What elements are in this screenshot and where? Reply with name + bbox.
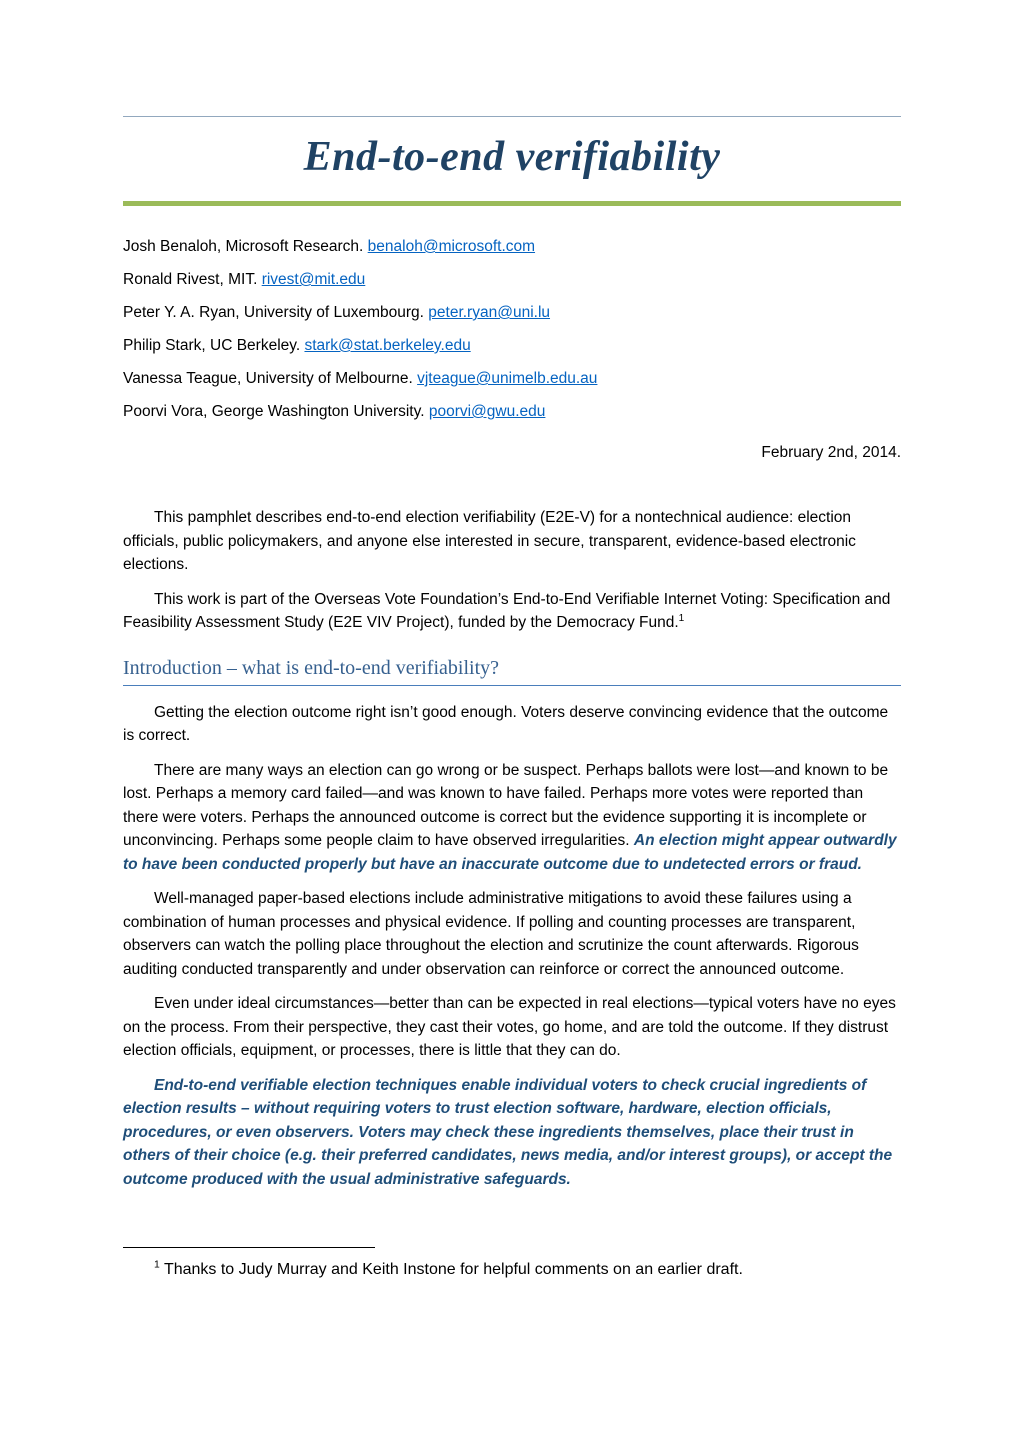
paragraph-intro-1: This pamphlet describes end-to-end election verifiability (E2E-V) for a nontechnical audience: election officials, public policymakers, and anyone else interested in secure, transparent, evidence-based electronic elections. — [123, 509, 856, 573]
paragraph-3: Well-managed paper-based elections include administrative mitigations to avoid these failures using a combination of human processes and physical evidence. If polling and counting processes are transparent, observers can watch the polling place throughout the election and scrutinize the count afterwards. Rigorous auditing conducted transparently and under observation can reinforce or correct the announced outcome. — [123, 890, 859, 978]
author-email-link[interactable]: poorvi@gwu.edu — [428, 403, 546, 420]
document-date: February 2nd, 2014. — [761, 444, 901, 461]
author-list — [123, 236, 901, 422]
author-email-link[interactable]: benaloh@microsoft.com — [367, 238, 536, 255]
author-line — [123, 236, 901, 257]
paragraph-5-emphasis: End-to-end verifiable election techniques enable individual voters to check crucial ingredients of election results – without requiring voters to trust election software, hardware, election officials, procedures, or even observers. Voters may check these ingredients themselves, place their trust in others of their choice (e.g. their preferred candidates, news media, and/or interest groups), or accept the outcome produced with the usual administrative safeguards. — [123, 1076, 893, 1188]
author-email-link[interactable]: rivest@mit.edu — [261, 271, 366, 288]
footnote-text: Thanks to Judy Murray and Keith Instone for helpful comments on an earlier draft. — [159, 1261, 743, 1278]
paragraph-2-text: There are many ways an election can go wrong or be suspect. Perhaps ballots were lost—and known to be lost. Perhaps a memory card failed—and was known to have failed. Perhaps more votes were reported than there were voters. Perhaps the announced outcome is correct but the evidence supporting it is incomplete or unconvincing. Perhaps some people claim to have observed irregularities. — [123, 761, 889, 849]
author-name: Vanessa Teague, University of Melbourne. — [123, 370, 418, 387]
author-email-link[interactable]: stark@stat.berkeley.edu — [304, 337, 471, 354]
author-name: Philip Stark, UC Berkeley. — [123, 337, 305, 354]
emphasis-text: An election might appear outwardly to have been conducted properly but have an inaccurate outcome due to undetected errors or fraud. — [123, 832, 897, 873]
author-line — [123, 269, 901, 290]
author-email-link[interactable]: vjteague@unimelb.edu.au — [417, 370, 598, 387]
author-line — [123, 335, 901, 356]
footnote-reference: 1 — [678, 612, 685, 624]
author-name: Poorvi Vora, George Washington University. — [123, 403, 429, 420]
author-email-link[interactable]: peter.ryan@uni.lu — [428, 304, 551, 321]
page-title: End-to-end verifiability — [303, 134, 721, 180]
author-line — [123, 401, 901, 422]
footnote — [123, 1258, 901, 1281]
footnote-marker: 1 — [154, 1259, 160, 1271]
paragraph-4: Even under ideal circumstances—better than can be expected in real elections—typical voters have no eyes on the process. From their perspective, they cast their votes, go home, and are told the outcome. If they distrust election officials, equipment, or processes, there is little that they can do. — [123, 995, 896, 1059]
author-line — [123, 368, 901, 389]
section-heading-introduction: Introduction – what is end-to-end verifiability? — [123, 657, 901, 686]
author-name: Peter Y. A. Ryan, University of Luxembourg. — [123, 304, 429, 321]
footnote-separator — [123, 1247, 375, 1248]
author-name: Josh Benaloh, Microsoft Research. — [123, 238, 368, 255]
paragraph-1: Getting the election outcome right isn’t good enough. Voters deserve convincing evidence that the outcome is correct. — [123, 703, 889, 744]
author-line — [123, 302, 901, 323]
paragraph-2 — [123, 759, 901, 877]
author-name: Ronald Rivest, MIT. — [123, 271, 262, 288]
paragraph-intro-2 — [123, 588, 901, 635]
paragraph-intro-2-text: This work is part of the Overseas Vote Foundation’s End-to-End Verifiable Internet Voting: Specification and Feasibility Assessment Study (E2E VIV Project), funded by the Democracy Fund. — [123, 590, 891, 631]
title-underline-rule — [123, 201, 901, 206]
top-divider — [123, 116, 901, 117]
